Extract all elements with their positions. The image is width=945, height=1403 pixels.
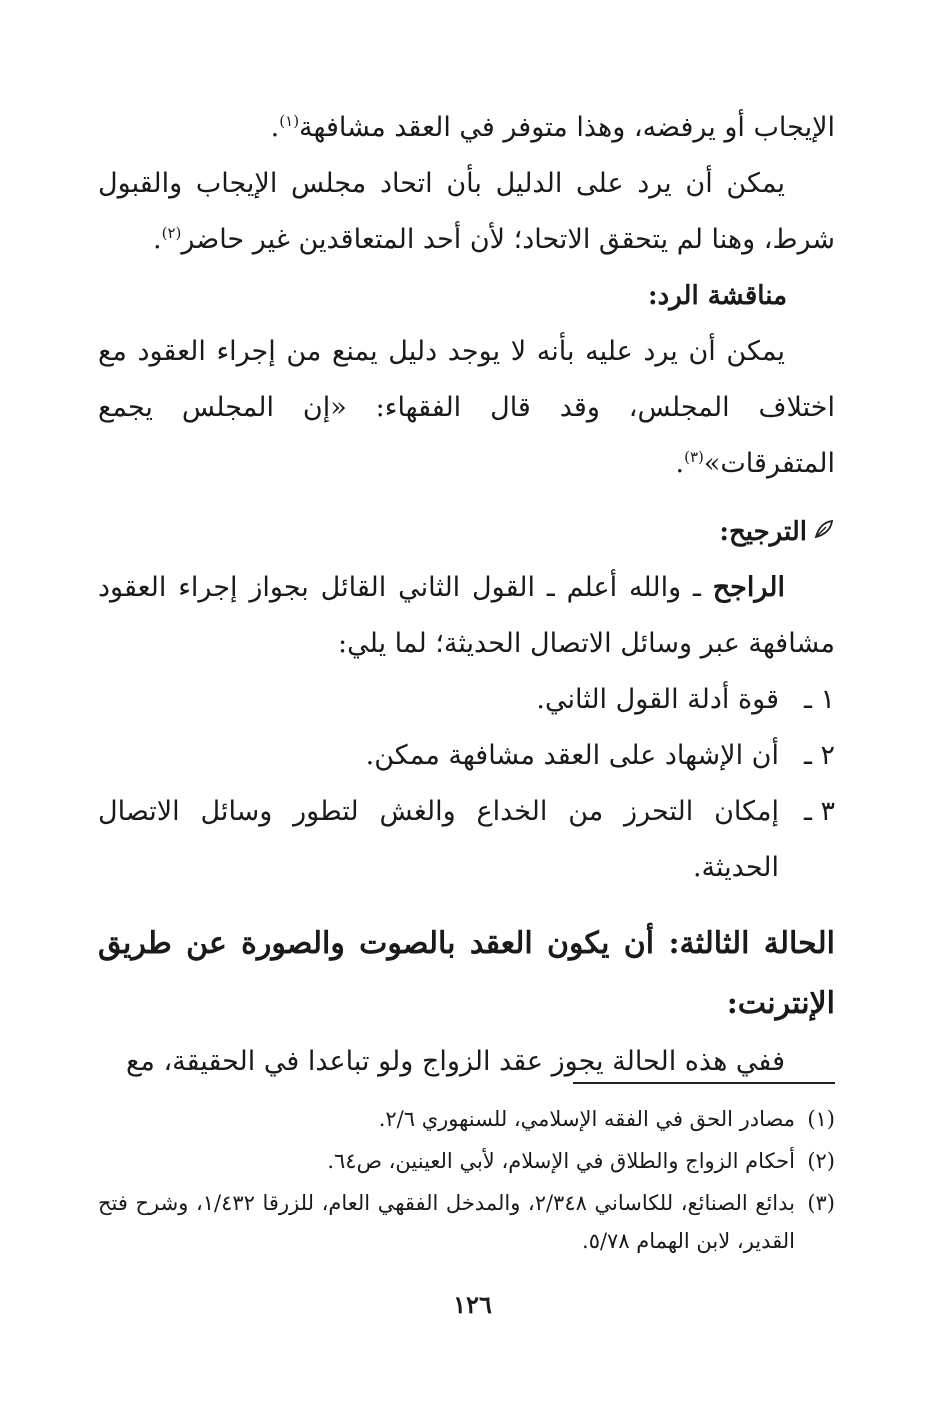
paragraph-1 [98, 100, 835, 156]
footnote-separator [573, 1082, 835, 1084]
footnote-3 [98, 1184, 835, 1260]
list-item-text: قوة أدلة القول الثاني. [536, 684, 779, 715]
list-item-text: أن الإشهاد على العقد مشافهة ممكن. [365, 740, 779, 771]
list-item-number: ٣ ـ [803, 796, 835, 827]
reasons-list [98, 672, 835, 896]
footnote-ref-2[interactable]: (٢) [161, 224, 182, 242]
footnote-text: بدائع الصنائع، للكاساني ٢/٣٤٨، والمدخل الفقهي العام، للزرقا ١/٤٣٢، وشرح فتح القدير، لابن الهمام ٥/٧٨. [98, 1191, 795, 1253]
footnote-ref-3[interactable]: (٣) [684, 448, 704, 466]
list-item-text: إمكان التحرز من الخداع والغش لتطور وسائل الاتصال الحديثة. [98, 796, 779, 883]
heading-tarjih: الترجيح: [719, 517, 807, 547]
footnote-ref-1[interactable]: (١) [279, 112, 300, 130]
paragraph-2 [98, 156, 835, 268]
paragraph-1-text: الإيجاب أو يرفضه، وهذا متوفر في العقد مشافهة [299, 112, 835, 143]
paragraph-2-text: يمكن أن يرد على الدليل بأن اتحاد مجلس الإيجاب والقبول شرط، وهنا لم يتحقق الاتحاد؛ لأن أحد المتعاقدين غير حاضر [98, 168, 835, 255]
leaf-icon [813, 504, 835, 560]
paragraph-3 [98, 324, 835, 492]
footnote-number: (٢) [807, 1149, 835, 1173]
paragraph-4-bold: الراجح [712, 572, 785, 603]
footnote-number: (٣) [807, 1191, 835, 1215]
footnotes [98, 1100, 835, 1264]
paragraph-2-end: . [153, 224, 162, 255]
page-number: ١٢٦ [453, 1290, 492, 1319]
paragraph-3-end: . [675, 448, 685, 479]
page-body [98, 100, 835, 1090]
footnote-2 [98, 1142, 835, 1180]
paragraph-4 [98, 560, 835, 672]
heading-discussion: مناقشة الرد: [648, 281, 787, 311]
list-item [98, 672, 835, 728]
footnote-number: (١) [807, 1107, 835, 1131]
footnote-text: أحكام الزواج والطلاق في الإسلام، لأبي العينين، ص٦٤. [327, 1149, 795, 1173]
paragraph-4-text: ـ والله أعلم ـ القول الثاني القائل بجواز إجراء العقود مشافهة عبر وسائل الاتصال الحديثة؛ لما يلي: [98, 572, 835, 659]
heading-tarjih-row [98, 504, 835, 560]
leaf-icon-svg [813, 518, 835, 540]
paragraph-3-text: يمكن أن يرد عليه بأنه لا يوجد دليل يمنع من إجراء العقود مع اختلاف المجلس، وقد قال الفقهاء: «إن المجلس يجمع المتفرقات» [98, 336, 835, 479]
list-item-number: ٢ ـ [803, 740, 835, 771]
list-item [98, 728, 835, 784]
paragraph-1-end: . [270, 112, 280, 143]
footnote-text: مصادر الحق في الفقه الإسلامي، للسنهوري ٢/٦. [378, 1107, 795, 1131]
paragraph-5: ففي هذه الحالة يجوز عقد الزواج ولو تباعدا في الحقيقة، مع [126, 1046, 785, 1077]
list-item [98, 784, 835, 896]
footnote-1 [98, 1100, 835, 1138]
list-item-number: ١ ـ [803, 684, 835, 715]
heading-case-three: الحالة الثالثة: أن يكون العقد بالصوت والصورة عن طريق الإنترنت: [98, 926, 835, 1021]
